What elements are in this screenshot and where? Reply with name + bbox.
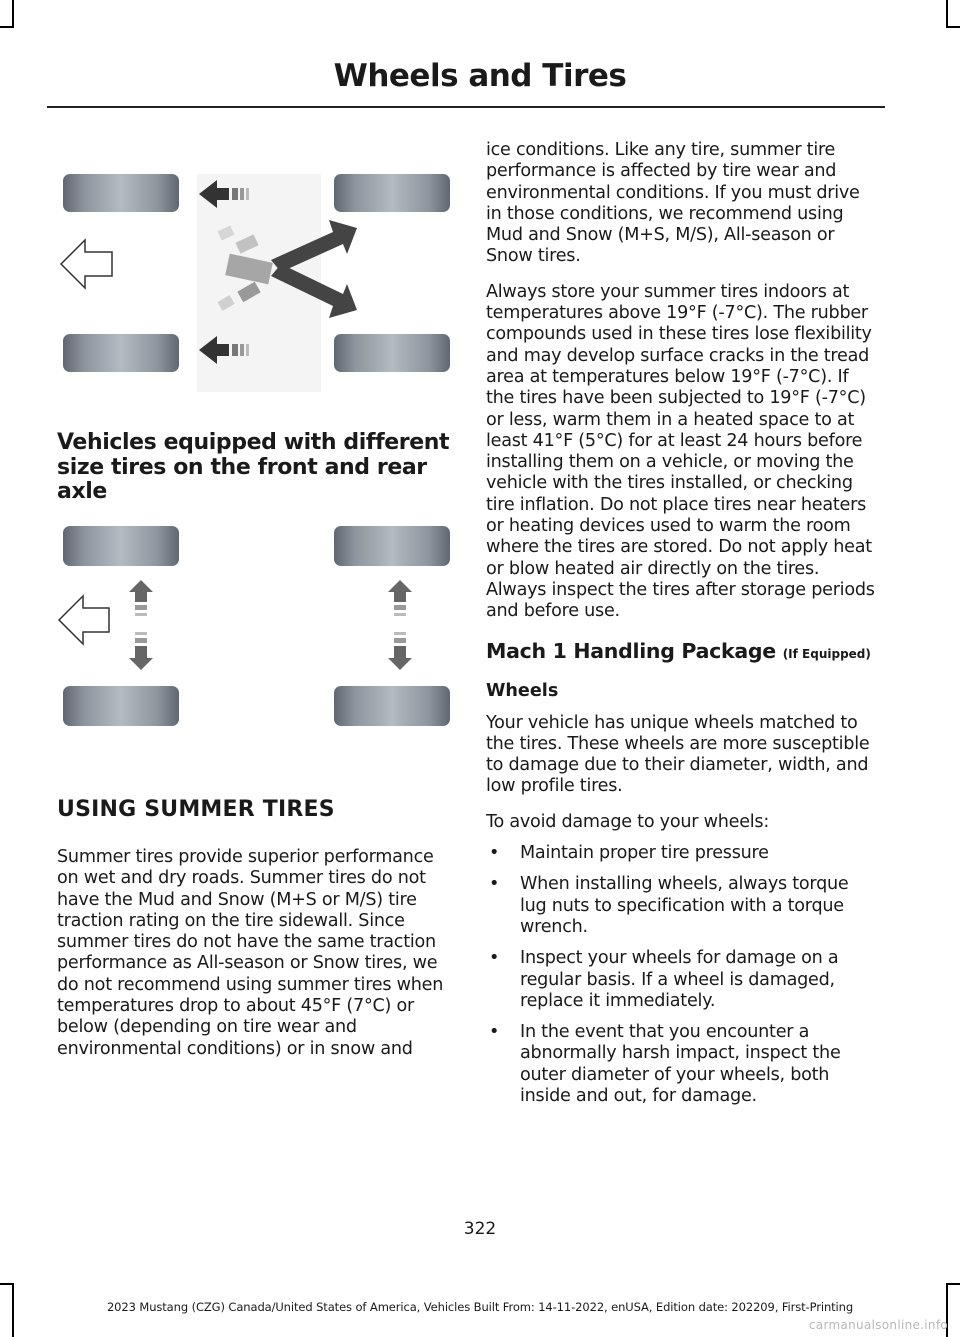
crop-mark: [946, 26, 960, 28]
footer-text: 2023 Mustang (CZG) Canada/United States of America, Vehicles Built From: 14-11-2022, enUSA, Edition date: 202209, First-Printing: [106, 1300, 854, 1314]
tire: [63, 686, 179, 726]
tire: [334, 526, 450, 566]
crop-mark: [0, 26, 14, 28]
wheels-intro: Your vehicle has unique wheels matched to the tires. These wheels are more susceptible to damage due to their diameter, width, and low profile tires.: [486, 712, 870, 797]
list-item: • When installing wheels, always torque lug nuts to specification with a torque wrench.: [486, 874, 878, 938]
tire-rotation-figure-2: [57, 524, 453, 734]
mach1-heading: [486, 639, 878, 663]
crop-mark: [946, 1283, 960, 1285]
crop-mark: [946, 0, 948, 26]
list-item: • In the event that you encounter a abnormally harsh impact, inspect the outer diameter of your wheels, both inside and out, for damage.: [486, 1022, 878, 1107]
crop-mark: [0, 1283, 14, 1285]
watermark: carmanualsonline.info: [808, 1318, 948, 1332]
wheels-lead: To avoid damage to your wheels:: [486, 811, 770, 832]
tire-rotation-figure-1: [57, 168, 453, 394]
list-item: • Inspect your wheels for damage on a regular basis. If a wheel is damaged, replace it immediately.: [486, 948, 878, 1012]
tire: [63, 526, 179, 566]
wheel-care-list: [486, 843, 878, 1107]
up-down-arrow-icon: [388, 580, 412, 670]
tire: [334, 174, 450, 212]
crop-mark: [12, 0, 14, 26]
summer-tires-paragraph: Summer tires provide superior performance on wet and dry roads. Summer tires do not have the Mud and Snow (M+S or M/S) tire traction rating on the tire sidewall. Since summer tires do not have the same traction performance as All-season or Snow tires, we do not recommend using summer tires when temperatures drop to about 45°F (7°C) or below (depending on tire wear and environmental conditions) or in snow and: [57, 847, 444, 1059]
section-title: USING SUMMER TIRES: [57, 797, 335, 822]
up-down-arrow-icon: [129, 580, 153, 670]
tire: [334, 334, 450, 372]
front-direction-arrow-icon: [61, 240, 112, 288]
list-item: • Maintain proper tire pressure: [486, 843, 878, 864]
tire: [63, 174, 179, 212]
wheels-heading: Wheels: [486, 680, 559, 701]
tire: [334, 686, 450, 726]
page-title: Wheels and Tires: [333, 58, 627, 94]
front-direction-arrow-icon: [59, 596, 109, 644]
tire: [63, 334, 179, 372]
mach1-qualifier: (If Equipped): [782, 646, 871, 661]
subheading: Vehicles equipped with different size tires on the front and rear axle: [57, 430, 450, 504]
left-column-text: [57, 847, 453, 1074]
header-divider: [47, 106, 885, 108]
right-column: [486, 140, 878, 1117]
summer-tires-continued-paragraph: ice conditions. Like any tire, summer tire performance is affected by tire wear and environmental conditions. If you must drive in those conditions, we recommend using Mud and Snow (M+S, M/S), All-season or Snow tires.: [486, 140, 860, 267]
page-number: 322: [463, 1219, 497, 1239]
storage-paragraph: Always store your summer tires indoors at temperatures above 19°F (-7°C). The rubber compounds used in these tires lose flexibility and may develop surface cracks in the tread area at temperatures below 19°F (-7°C). If the tires have been subjected to 19°F (-7°C) or less, warm them in a heated space to at least 41°F (5°C) for at least 24 hours before installing them on a vehicle, or moving the vehicle with the tires installed, or checking tire inflation. Do not place tires near heaters or heating devices used to warm the room where the tires are stored. Do not apply heat or blow heated air directly on the tires. Always inspect the tires after storage periods and before use.: [486, 281, 875, 622]
mach1-title: Mach 1 Handling Package: [486, 638, 776, 663]
